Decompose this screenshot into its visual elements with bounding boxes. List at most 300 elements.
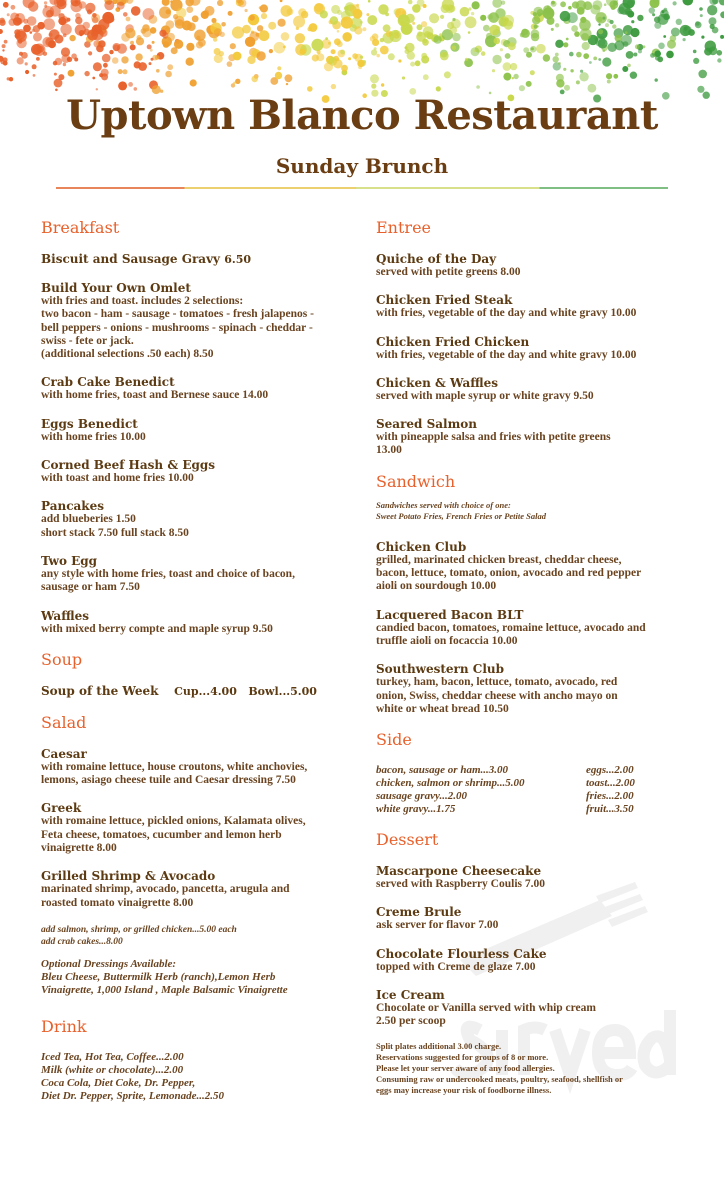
confetti-dot: [370, 36, 376, 42]
confetti-dot: [275, 72, 282, 79]
item-description: vinaigrette 8.00: [41, 842, 117, 855]
confetti-dot: [503, 73, 511, 81]
drink-line: Coca Cola, Diet Coke, Dr. Pepper,: [41, 1076, 196, 1089]
confetti-dot: [577, 7, 585, 15]
confetti-dot: [563, 68, 566, 71]
confetti-dot: [30, 31, 33, 34]
confetti-dot: [551, 1, 557, 7]
menu-item-chicken-club: [376, 540, 706, 594]
confetti-dot: [570, 69, 573, 72]
item-name: [376, 293, 706, 307]
item-description: served with Raspberry Coulis 7.00: [376, 878, 545, 891]
confetti-dot: [410, 62, 415, 67]
confetti-dot: [492, 0, 502, 8]
item-title: Southwestern Club: [376, 662, 505, 677]
confetti-dot: [693, 50, 697, 54]
item-title: Chocolate Flourless Cake: [376, 946, 547, 961]
confetti-dot: [598, 39, 608, 49]
footnote-line: Reservations suggested for groups of 8 or more.: [376, 1051, 549, 1062]
confetti-dot: [684, 28, 687, 31]
confetti-dot: [389, 30, 401, 42]
confetti-dot: [472, 1, 480, 9]
item-description: with toast and home fries 10.00: [41, 472, 194, 485]
confetti-dot: [102, 54, 111, 63]
confetti-dot: [2, 49, 4, 51]
confetti-dot: [635, 44, 640, 49]
side-item: bacon, sausage or ham...3.00: [376, 764, 509, 777]
footnote-line: Consuming raw or undercooked meats, poultry, seafood, shellfish or: [376, 1073, 623, 1084]
confetti-dot: [569, 52, 574, 57]
confetti-dot: [54, 79, 63, 88]
side-item: chicken, salmon or shrimp...5.00: [376, 777, 525, 790]
side-item: white gravy...1.75: [376, 803, 456, 816]
confetti-dot: [452, 18, 455, 21]
confetti-dot: [104, 0, 114, 10]
section-dessert: [376, 830, 706, 1095]
confetti-dot: [221, 22, 226, 27]
item-title: Creme Brule: [376, 905, 462, 920]
confetti-dot: [480, 15, 486, 21]
confetti-dot: [611, 5, 616, 10]
confetti-dot: [663, 35, 666, 38]
footnote-line: eggs may increase your risk of foodborne illness.: [376, 1084, 552, 1095]
confetti-dot: [60, 24, 71, 35]
confetti-dot: [537, 9, 544, 16]
confetti-dot: [257, 25, 263, 31]
confetti-dot: [112, 57, 119, 64]
confetti-dot: [704, 48, 712, 56]
confetti-dot: [227, 61, 233, 67]
menu-item-pancakes: [41, 499, 363, 540]
item-description: Chocolate or Vanilla served with whip cream: [376, 1002, 596, 1015]
confetti-dot: [637, 15, 643, 21]
confetti-dot: [445, 4, 454, 13]
confetti-dot: [211, 18, 216, 23]
section-heading: Drink: [41, 1016, 87, 1036]
item-title: Chicken Club: [376, 539, 467, 554]
confetti-dot: [117, 2, 125, 10]
confetti-dot: [117, 44, 127, 54]
menu-item-lacquered-bacon-blt: [376, 608, 706, 649]
confetti-dot: [48, 33, 52, 37]
section-heading: Soup: [41, 649, 83, 669]
confetti-dot: [155, 55, 160, 60]
confetti-dot: [374, 47, 377, 50]
confetti-dot: [476, 85, 480, 89]
item-description: with romaine lettuce, pickled onions, Kalamata olives,: [41, 815, 306, 828]
confetti-dot: [162, 0, 170, 6]
confetti-dot: [408, 0, 413, 4]
confetti-dot: [33, 74, 36, 77]
confetti-dot: [555, 40, 563, 48]
confetti-dot: [166, 33, 175, 42]
item-name: [41, 458, 363, 472]
item-title: Greek: [41, 801, 82, 816]
confetti-dot: [488, 12, 499, 23]
confetti-dot: [23, 19, 28, 24]
confetti-dot: [138, 62, 147, 71]
note-line: Sweet Potato Fries, French Fries or Petite Salad: [376, 510, 547, 521]
confetti-dot: [283, 46, 286, 49]
section-heading: Side: [376, 730, 412, 750]
confetti-dot: [142, 28, 151, 37]
item-title: Ice Cream: [376, 988, 445, 1003]
confetti-dot: [342, 32, 352, 42]
menu-item-chicken-fried-steak: [376, 293, 706, 320]
restaurant-title: Uptown Blanco Restaurant: [66, 92, 658, 139]
section-entree: [376, 218, 706, 458]
confetti-dot: [331, 5, 340, 14]
confetti-dot: [7, 77, 10, 80]
confetti-dot: [460, 7, 470, 17]
confetti-dot: [530, 70, 535, 75]
section-heading: Sandwich: [376, 471, 456, 491]
confetti-dot: [553, 56, 559, 62]
menu-item-quiche-of-the-day: [376, 252, 706, 279]
confetti-dot: [452, 46, 456, 50]
confetti-dot: [598, 58, 601, 61]
confetti-dot: [42, 37, 53, 48]
item-description: with home fries, toast and Bernese sauce 14.00: [41, 389, 269, 402]
item-title: Waffles: [41, 608, 89, 623]
confetti-dot: [233, 82, 236, 85]
item-name: [376, 905, 706, 919]
confetti-dot: [602, 57, 611, 66]
item-name: [41, 417, 363, 431]
item-name: [41, 869, 363, 883]
confetti-dot: [564, 85, 570, 91]
confetti-dot: [54, 73, 57, 76]
confetti-dot: [285, 74, 293, 82]
confetti-dot: [598, 29, 603, 34]
section-note: [376, 500, 706, 522]
confetti-dot: [53, 61, 58, 66]
confetti-dot: [92, 77, 95, 80]
confetti-dot: [633, 53, 637, 57]
section-breakfast: [41, 218, 363, 636]
item-title: Chicken Fried Chicken: [376, 334, 530, 349]
confetti-dot: [174, 40, 183, 49]
confetti-dot: [531, 33, 539, 41]
confetti-dot: [137, 35, 142, 40]
confetti-dot: [130, 44, 136, 50]
confetti-dot: [660, 9, 669, 18]
confetti-dot: [572, 1, 579, 8]
confetti-dot: [407, 51, 415, 59]
confetti-dot: [604, 3, 607, 6]
confetti-dot: [614, 40, 624, 50]
confetti-dot: [325, 37, 328, 40]
confetti-dot: [147, 44, 152, 49]
note-line: Sandwiches served with choice of one:: [376, 499, 511, 510]
confetti-dot: [606, 73, 612, 79]
confetti-dot: [44, 1, 47, 4]
item-title: Caesar: [41, 746, 87, 761]
confetti-dot: [412, 22, 415, 25]
item-name: [376, 252, 706, 266]
item-title: Soup of the Week: [41, 683, 159, 698]
confetti-dot: [151, 58, 154, 61]
confetti-dot: [503, 62, 512, 71]
confetti-dot: [43, 18, 55, 30]
confetti-dot: [286, 83, 288, 85]
item-name: [41, 252, 363, 267]
confetti-dot: [233, 52, 242, 61]
confetti-dot: [698, 70, 707, 79]
menu-item-soup-of-the-week: [41, 684, 363, 699]
confetti-dot: [83, 29, 90, 36]
confetti-dot: [135, 53, 142, 60]
confetti-dot: [574, 31, 580, 37]
confetti-dot: [328, 42, 331, 45]
confetti-dot: [433, 35, 441, 43]
confetti-dot: [98, 40, 106, 48]
confetti-dot: [217, 0, 223, 6]
confetti-dot: [33, 32, 42, 41]
confetti-dot: [555, 23, 559, 27]
confetti-dot: [249, 31, 259, 41]
confetti-dot: [654, 22, 661, 29]
confetti-dot: [376, 54, 380, 58]
item-title: Quiche of the Day: [376, 252, 497, 266]
confetti-dot: [88, 51, 92, 55]
confetti-dot: [597, 17, 602, 22]
confetti-dot: [693, 58, 699, 64]
confetti-dot: [269, 49, 273, 53]
confetti-dot: [7, 13, 10, 16]
confetti-dot: [143, 8, 155, 20]
confetti-dot: [25, 70, 29, 74]
confetti-dot: [96, 28, 100, 32]
confetti-dot: [259, 30, 270, 41]
confetti-dot: [103, 63, 108, 68]
confetti-dot: [683, 0, 694, 6]
confetti-dot: [165, 71, 172, 78]
confetti-dot: [720, 35, 724, 39]
confetti-dot: [25, 62, 28, 65]
confetti-dot: [75, 0, 78, 3]
confetti-dot: [649, 7, 655, 13]
confetti-dot: [362, 27, 366, 31]
confetti-dot: [567, 12, 578, 23]
confetti-dot: [196, 36, 200, 40]
confetti-dot: [568, 6, 572, 10]
confetti-dot: [163, 41, 170, 48]
confetti-dot: [492, 69, 495, 72]
header-divider: [56, 187, 668, 189]
confetti-dot: [483, 25, 490, 32]
confetti-dot: [576, 80, 580, 84]
menu-item-biscuit-and-sausage-gravy: [41, 252, 363, 267]
footnote-line: Please let your server aware of any food allergies.: [376, 1062, 555, 1073]
confetti-dot: [423, 4, 427, 8]
side-row: [376, 803, 706, 816]
confetti-dot: [75, 17, 82, 24]
confetti-dot: [300, 49, 306, 55]
confetti-dot: [610, 20, 614, 24]
item-description: (additional selections .50 each) 8.50: [41, 348, 214, 361]
confetti-dot: [249, 15, 255, 21]
confetti-dot: [598, 23, 600, 25]
confetti-dot: [700, 14, 703, 17]
confetti-dot: [417, 24, 423, 30]
confetti-dot: [593, 57, 597, 61]
item-description: ask server for flavor 7.00: [376, 919, 499, 932]
confetti-dot: [245, 9, 248, 12]
drink-line: Milk (white or chocolate)...2.00: [41, 1063, 184, 1076]
section-heading: Breakfast: [41, 218, 120, 237]
side-item: fruit...3.50: [586, 803, 634, 816]
item-description: add blueberies 1.50: [41, 513, 136, 526]
menu-item-southwestern-club: [376, 662, 706, 716]
confetti-dot: [357, 60, 364, 67]
section-soup: [41, 650, 363, 699]
confetti-dot: [412, 4, 421, 13]
item-title: Corned Beef Hash & Eggs: [41, 458, 216, 473]
confetti-dot: [709, 0, 717, 5]
confetti-dot: [504, 20, 514, 30]
menu-item-caesar: [41, 747, 363, 788]
confetti-dot: [589, 61, 592, 64]
optional-dressings: [41, 958, 363, 997]
item-description: aioli on sourdough 10.00: [376, 580, 497, 593]
confetti-dot: [101, 69, 109, 77]
item-name: [376, 608, 706, 622]
confetti-dot: [67, 57, 72, 62]
menu-item-seared-salmon: [376, 417, 706, 458]
dressing-line: Vinaigrette, 1,000 Island , Maple Balsamic Vinaigrette: [41, 983, 288, 996]
confetti-dot: [18, 39, 23, 44]
confetti-dot: [566, 38, 569, 41]
item-description: 2.50 per scoop: [376, 1015, 446, 1028]
confetti-dot: [513, 74, 518, 79]
confetti-dot: [80, 33, 83, 36]
confetti-dot: [311, 39, 323, 51]
confetti-dot: [439, 33, 442, 36]
confetti-dot: [536, 44, 546, 54]
confetti-dot: [126, 17, 131, 22]
confetti-dot: [55, 89, 58, 92]
confetti-dot: [123, 12, 128, 17]
item-description: 13.00: [376, 444, 402, 457]
item-description: Feta cheese, tomatoes, cucumber and lemon herb: [41, 828, 282, 841]
confetti-dot: [638, 49, 642, 53]
item-description: roasted tomato vinaigrette 8.00: [41, 896, 194, 909]
confetti-dot: [558, 62, 561, 65]
confetti-dot: [204, 10, 210, 16]
confetti-dot: [27, 16, 37, 26]
drink-line: Diet Dr. Pepper, Sprite, Lemonade...2.50: [41, 1089, 225, 1102]
item-name: [376, 540, 706, 554]
confetti-dot: [366, 13, 369, 16]
confetti-dot: [333, 59, 342, 68]
confetti-dot: [343, 17, 347, 21]
confetti-dot: [334, 38, 341, 45]
item-description: served with maple syrup or white gravy 9.50: [376, 389, 594, 402]
confetti-dot: [331, 49, 336, 54]
confetti-dot: [676, 19, 682, 25]
confetti-dot: [354, 26, 362, 34]
confetti-dot: [186, 6, 193, 13]
addon-line: add salmon, shrimp, or grilled chicken...5.00 each: [41, 924, 237, 935]
item-description: with mixed berry compte and maple syrup 9.50: [41, 622, 273, 635]
confetti-dot: [340, 50, 345, 55]
confetti-dot: [131, 6, 141, 16]
confetti-dot: [295, 33, 305, 43]
confetti-dot: [508, 42, 516, 50]
confetti-dot: [242, 25, 251, 34]
confetti-dot: [109, 17, 115, 23]
confetti-dot: [3, 2, 9, 8]
confetti-dot: [69, 35, 75, 41]
confetti-dot: [314, 3, 323, 12]
item-description: with romaine lettuce, house croutons, white anchovies,: [41, 760, 308, 773]
item-title: Biscuit and Sausage Gravy: [41, 252, 221, 266]
confetti-dot: [118, 69, 123, 74]
confetti-dot: [612, 24, 616, 28]
confetti-dot: [307, 27, 312, 32]
confetti-dot: [444, 71, 451, 78]
confetti-dot: [421, 53, 427, 59]
confetti-dot: [170, 0, 173, 3]
confetti-dot: [534, 25, 538, 29]
confetti-dot: [590, 5, 600, 15]
confetti-dot: [320, 10, 328, 18]
confetti-dot: [701, 36, 704, 39]
confetti-dot: [489, 25, 500, 36]
item-description: onion, Swiss, cheddar cheese with ancho mayo on: [376, 689, 618, 702]
confetti-dot: [523, 47, 529, 53]
confetti-dot: [260, 4, 268, 12]
confetti-dot: [121, 56, 128, 63]
side-item: sausage gravy...2.00: [376, 790, 467, 803]
dressing-line: Optional Dressings Available:: [41, 957, 177, 970]
confetti-dot: [580, 70, 583, 73]
menu-item-greek: [41, 801, 363, 855]
section-salad: [41, 713, 363, 997]
confetti-dot: [2, 44, 6, 48]
confetti-dot: [531, 47, 534, 50]
confetti-dot: [31, 44, 42, 55]
confetti-dot: [551, 28, 554, 31]
confetti-dot: [190, 79, 197, 86]
side-item: toast...2.00: [586, 777, 635, 790]
item-name: [376, 864, 706, 878]
confetti-dot: [61, 16, 69, 24]
confetti-dot: [398, 14, 408, 24]
item-title: Seared Salmon: [376, 417, 478, 432]
item-description: two bacon - ham - sausage - tomatoes - fresh jalapenos -: [41, 308, 314, 321]
confetti-dot: [348, 57, 351, 60]
confetti-dot: [465, 58, 468, 61]
left-column: [41, 218, 363, 1147]
confetti-dot: [96, 88, 98, 90]
confetti-dot: [468, 31, 471, 34]
confetti-dot: [617, 7, 625, 15]
confetti-dot: [79, 1, 87, 9]
confetti-dot: [256, 51, 265, 60]
confetti-dot: [198, 39, 206, 47]
item-name: [376, 947, 706, 961]
confetti-dot: [630, 72, 637, 79]
dressing-line: Bleu Cheese, Buttermilk Herb (ranch),Lemon Herb: [41, 970, 276, 983]
item-description: any style with home fries, toast and choice of bacon,: [41, 567, 295, 580]
item-description: grilled, marinated chicken breast, cheddar cheese,: [376, 553, 622, 566]
item-description: with pineapple salsa and fries with petite greens: [376, 431, 611, 444]
confetti-dot: [532, 16, 540, 24]
confetti-dot: [353, 9, 363, 19]
confetti-dot: [186, 43, 194, 51]
